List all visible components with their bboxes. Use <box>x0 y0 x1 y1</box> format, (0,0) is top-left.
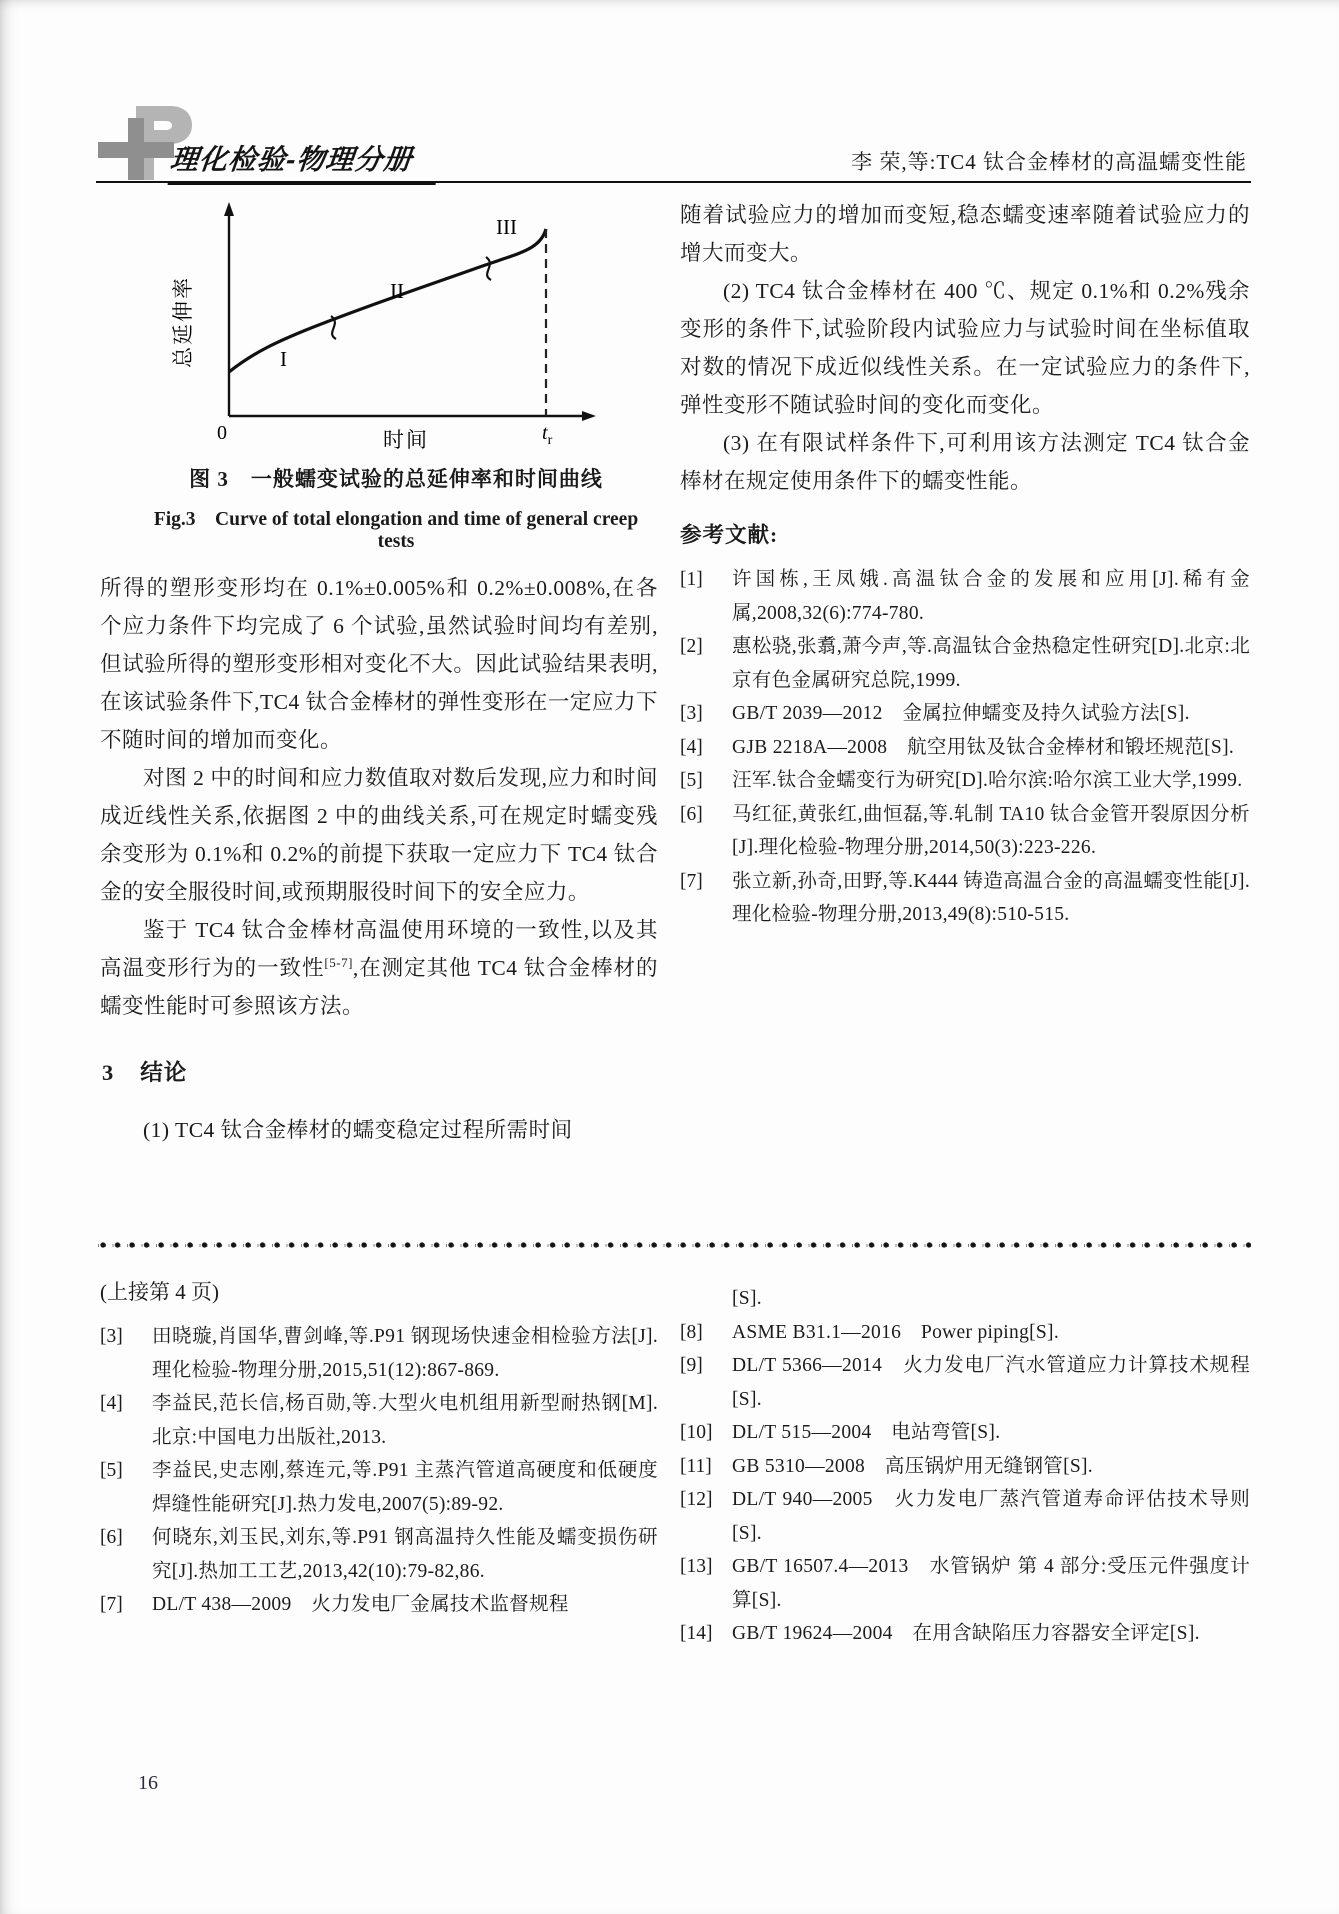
reference-item <box>100 1521 658 1588</box>
reference-text: 李益民,史志刚,蔡连元,等.P91 主蒸汽管道高硬度和低硬度焊缝性能研究[J].热力发电,2007(5):89-92. <box>152 1460 658 1515</box>
reference-item <box>680 1617 1250 1651</box>
paragraph: 所得的塑形变形均在 0.1%±0.005%和 0.2%±0.008%,在各个应力条件下均完成了 6 个试验,虽然试验时间均有差别,但试验所得的塑形变形相对变化不大。因此试验结果表明,在该试验条件下,TC4 钛合金棒材的弹性变形在一定应力下不随时间的增加而变化。 <box>100 576 658 752</box>
reference-label: [1] <box>680 569 703 590</box>
y-axis-title: 总延伸率 <box>171 276 195 368</box>
reference-item <box>100 1387 658 1454</box>
y-axis-arrow-icon <box>224 202 234 216</box>
figure-caption-cn: 图 3 一般蠕变试验的总延伸率和时间曲线 <box>189 467 603 491</box>
paragraph <box>100 911 658 1025</box>
right-column <box>680 196 1250 932</box>
section-heading-conclusion <box>102 1055 658 1087</box>
references-heading: 参考文献: <box>680 523 779 547</box>
reference-text: DL/T 515—2004 电站弯管[S]. <box>732 1422 1001 1443</box>
reference-text: 张立新,孙奇,田野,等.K444 铸造高温合金的高温蠕变性能[J].理化检验-物理分册,2013,49(8):510-515. <box>732 870 1250 925</box>
reference-item <box>680 1550 1250 1617</box>
reference-text: 田晓璇,肖国华,曹剑峰,等.P91 钢现场快速金相检验方法[J].理化检验-物理分册,2015,51(12):867-869. <box>152 1326 658 1381</box>
reference-text: ASME B31.1—2016 Power piping[S]. <box>732 1321 1060 1343</box>
rupture-t: t <box>542 422 548 444</box>
paragraph-text: ,在测定其他 TC4 钛合金棒材的蠕变性能时可参照该方法。 <box>100 956 658 1018</box>
reference-label: [3] <box>100 1326 123 1347</box>
paragraph: 随着试验应力的增加而变短,稳态蠕变速率随着试验应力的增大而变大。 <box>680 203 1250 265</box>
reference-label: [4] <box>100 1393 123 1414</box>
reference-text: 汪军.钛合金蠕变行为研究[D].哈尔滨:哈尔滨工业大学,1999. <box>732 770 1243 791</box>
x-axis-arrow-icon <box>582 411 596 421</box>
logo-cross-vertical <box>128 118 144 180</box>
journal-name: 理化检验-物理分册 <box>168 138 441 185</box>
stage-1-label: I <box>280 347 287 371</box>
reference-label: [12] <box>680 1489 713 1510</box>
origin-label: 0 <box>217 422 227 444</box>
reference-text: DL/T 5366—2014 火力发电厂汽水管道应力计算技术规程[S]. <box>732 1355 1250 1410</box>
paragraph: (3) 在有限试样条件下,可利用该方法测定 TC4 钛合金棒材在规定使用条件下的蠕变性能。 <box>680 431 1250 493</box>
continuation-left-column <box>100 1276 658 1622</box>
reference-item <box>680 798 1250 865</box>
rupture-time-label <box>542 422 553 448</box>
reference-item <box>680 697 1250 731</box>
reference-text: [S]. <box>732 1288 762 1309</box>
reference-label: [2] <box>680 636 703 657</box>
reference-label: [4] <box>680 736 703 758</box>
x-axis-title: 时间 <box>383 428 429 450</box>
reference-item <box>680 1282 1250 1316</box>
section-title: 结论 <box>140 1060 188 1085</box>
stage-2-label: II <box>390 279 404 303</box>
reference-label: [10] <box>680 1422 713 1443</box>
reference-label: [7] <box>100 1594 123 1615</box>
stage-3-label: III <box>496 215 517 239</box>
continuation-right-column <box>680 1282 1250 1651</box>
reference-text: GB/T 19624—2004 在用含缺陷压力容器安全评定[S]. <box>732 1623 1200 1644</box>
reference-item <box>680 1483 1250 1550</box>
reference-label: [8] <box>680 1321 703 1343</box>
paragraph: 对图 2 中的时间和应力数值取对数后发现,应力和时间成近线性关系,依据图 2 中的曲线关系,可在规定时蠕变残余变形为 0.1%和 0.2%的前提下获取一定应力下 TC4 钛合金的安全服役时间,或预期服役时间下的安全应力。 <box>100 766 658 904</box>
stage-break-2-icon <box>486 257 491 280</box>
citation-superscript: [5-7] <box>324 954 353 970</box>
reference-label: [11] <box>680 1455 712 1477</box>
left-column <box>100 190 658 1149</box>
reference-item <box>680 1450 1250 1484</box>
reference-item <box>680 865 1250 932</box>
reference-text: 惠松骁,张翥,萧今声,等.高温钛合金热稳定性研究[D].北京:北京有色金属研究总院,1999. <box>732 636 1250 691</box>
reference-label: [6] <box>680 803 703 825</box>
rupture-sub-r: r <box>547 433 553 448</box>
reference-text: GB/T 16507.4—2013 水管锅炉 第 4 部分:受压元件强度计算[S]. <box>732 1556 1250 1611</box>
reference-item <box>100 1454 658 1521</box>
reference-item <box>680 1416 1250 1450</box>
reference-text: 何晓东,刘玉民,刘东,等.P91 钢高温持久性能及蠕变损伤研究[J].热加工工艺,2013,42(10):79-82,86. <box>152 1527 658 1582</box>
reference-item <box>680 630 1250 697</box>
reference-label <box>680 1282 732 1316</box>
figure-caption-en: Fig.3 Curve of total elongation and time of general creep tests <box>153 509 639 552</box>
reference-label: [5] <box>100 1460 123 1481</box>
reference-text: DL/T 940—2005 火力发电厂蒸汽管道寿命评估技术导则[S]. <box>732 1489 1250 1544</box>
reference-text: GB 5310—2008 高压锅炉用无缝钢管[S]. <box>732 1455 1093 1477</box>
creep-curve <box>229 229 546 372</box>
reference-text: DL/T 438—2009 火力发电厂金属技术监督规程 <box>152 1594 569 1615</box>
paragraph: (2) TC4 钛合金棒材在 400 ℃、规定 0.1%和 0.2%残余变形的条件下,试验阶段内试验应力与试验时间在坐标值取对数的情况下成近似线性关系。在一定试验应力的条件下,弹性变形不随试验时间的变化而变化。 <box>680 279 1250 417</box>
figure-3-creep-curve <box>134 194 658 553</box>
reference-label: [5] <box>680 770 703 791</box>
reference-item <box>680 1349 1250 1416</box>
reference-text: GJB 2218A—2008 航空用钛及钛合金棒材和锻坯规范[S]. <box>732 736 1235 758</box>
creep-curve-chart <box>134 194 614 450</box>
paragraph: (1) TC4 钛合金棒材的蠕变稳定过程所需时间 <box>143 1118 573 1142</box>
section-number: 3 <box>102 1060 115 1085</box>
reference-text: GB/T 2039—2012 金属拉伸蠕变及持久试验方法[S]. <box>732 703 1190 724</box>
reference-label: [9] <box>680 1355 703 1376</box>
reference-item <box>680 764 1250 798</box>
reference-label: [13] <box>680 1556 713 1577</box>
continuation-note: (上接第 4 页) <box>100 1280 219 1304</box>
paragraph-text: 鉴于 TC4 钛合金棒材高温使用环境的一致性,以及其高温变形行为的一致性 <box>100 918 658 980</box>
running-title: 李 荣,等:TC4 钛合金棒材的高温蠕变性能 <box>851 150 1247 174</box>
reference-item <box>100 1320 658 1387</box>
reference-item <box>680 1316 1250 1350</box>
page-number: 16 <box>138 1772 158 1794</box>
reference-item <box>680 731 1250 765</box>
reference-label: [14] <box>680 1623 713 1644</box>
reference-item <box>100 1588 658 1622</box>
reference-text: 马红征,黄张红,曲恒磊,等.轧制 TA10 钛合金管开裂原因分析[J].理化检验-物理分册,2014,50(3):223-226. <box>732 803 1250 858</box>
reference-text: 李益民,范长信,杨百勋,等.大型火电机组用新型耐热钢[M].北京:中国电力出版社,2013. <box>152 1393 658 1448</box>
reference-label: [3] <box>680 703 703 724</box>
reference-label: [7] <box>680 870 703 892</box>
reference-text: 许国栋,王凤娥.高温钛合金的发展和应用[J].稀有金属,2008,32(6):774-780. <box>732 569 1250 624</box>
reference-item <box>680 563 1250 630</box>
section-divider <box>96 1240 1251 1250</box>
header-rule <box>96 181 1251 183</box>
reference-label: [6] <box>100 1527 123 1548</box>
